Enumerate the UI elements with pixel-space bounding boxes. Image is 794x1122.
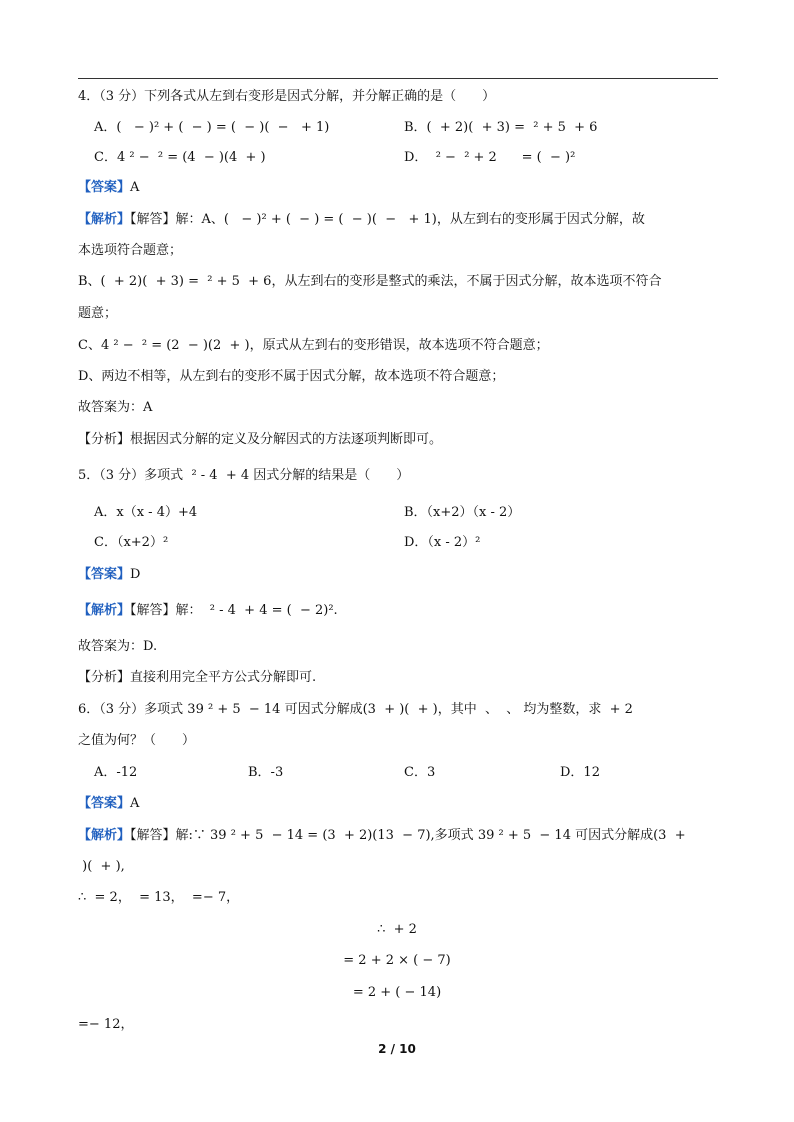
q6-jiexi-2: )( + ),: [78, 859, 125, 874]
q6-option-b: B．-3: [248, 765, 284, 780]
q5-option-b: B．（x+2）（x - 2）: [404, 505, 521, 520]
answer-tag: 【答案】: [78, 180, 131, 195]
q5-option-d: D．（x - 2）²: [404, 535, 481, 550]
q6-calc-2: = 2 + 2 × ( − 7): [343, 953, 451, 968]
q6-calc-1: ∴ + 2: [377, 922, 417, 937]
q5-jiexi-1: [78, 602, 338, 620]
q4-option-a: A．( − )² + ( − ) = ( − )( − + 1): [94, 120, 330, 135]
q4-fenxi: 【分析】根据因式分解的定义及分解因式的方法逐项判断即可。: [78, 432, 443, 447]
jiexi-tag: 【解析】: [78, 603, 131, 618]
q6-option-a: A．-12: [94, 765, 138, 780]
q4-option-c: C．4 ² − ² = (4 − )(4 + ): [94, 150, 266, 165]
q5-stem: 5．（3 分）多项式 ² - 4 + 4 因式分解的结果是（ ）: [78, 468, 410, 483]
q4-jiexi-4: 题意；: [78, 306, 118, 321]
q5-option-c: C．（x+2）²: [94, 535, 169, 550]
q6-stem-1: 6．（3 分）多项式 39 ² + 5 − 14 可因式分解成(3 + )( + )，其中 、 、 均为整数，求 + 2: [78, 702, 633, 717]
jiexi-tag: 【解析】: [78, 212, 131, 227]
q4-jiexi-5: C、4 ² − ² = (2 − )(2 + )，原式从左到右的变形错误，故本选项不符合题意；: [78, 338, 549, 353]
q4-option-d: D． ² − ² + 2 = ( − )²: [404, 150, 576, 165]
q4-jiexi-7: 故答案为：A: [78, 400, 153, 415]
q6-stem-2: 之值为何？（ ）: [78, 733, 196, 748]
q4-stem: 4．（3 分）下列各式从左到右变形是因式分解，并分解正确的是（ ）: [78, 89, 496, 104]
q6-answer: [78, 795, 139, 813]
q5-option-a: A．x（x - 4）+4: [94, 505, 198, 520]
answer-tag: 【答案】: [78, 567, 131, 582]
q4-jiexi-3: B、( + 2)( + 3) = ² + 5 + 6，从左到右的变形是整式的乘法，不属于因式分解，故本选项不符合: [78, 274, 662, 289]
answer-value: D: [130, 567, 141, 582]
answer-tag: 【答案】: [78, 796, 131, 811]
jiexi-text: 【解答】解：A、( − )² + ( − ) = ( − )( − + 1)，从左到右的变形属于因式分解，故: [130, 212, 645, 227]
jiexi-text: 【解答】解:∵ 39 ² + 5 − 14 = (3 + 2)(13 − 7),多项式 39 ² + 5 − 14 可因式分解成(3 +: [130, 828, 686, 843]
page-number: 2 / 10: [378, 1042, 416, 1056]
q6-jiexi-1: [78, 827, 686, 845]
q5-answer: [78, 566, 140, 584]
jiexi-tag: 【解析】: [78, 828, 131, 843]
jiexi-text: 【解答】解： ² - 4 + 4 = ( − 2)².: [130, 603, 338, 618]
q4-jiexi-1: [78, 211, 645, 229]
header-rule: [78, 78, 718, 79]
q6-calc-3: = 2 + ( − 14): [352, 985, 442, 1000]
answer-value: A: [130, 796, 140, 811]
q5-jiexi-2: 故答案为：D.: [78, 639, 158, 654]
q4-jiexi-2: 本选项符合题意；: [78, 243, 183, 258]
q6-jiexi-3: ∴ = 2， = 13， =− 7，: [78, 890, 240, 905]
answer-value: A: [130, 180, 140, 195]
q4-option-b: B．( + 2)( + 3) = ² + 5 + 6: [404, 120, 598, 135]
q5-fenxi: 【分析】直接利用完全平方公式分解即可.: [78, 670, 317, 685]
q4-answer: [78, 179, 139, 197]
q6-option-c: C．3: [404, 765, 436, 780]
q6-final: =− 12，: [78, 1017, 134, 1032]
q6-option-d: D．12: [560, 765, 600, 780]
q4-jiexi-6: D、两边不相等，从左到右的变形不属于因式分解，故本选项不符合题意；: [78, 369, 505, 384]
